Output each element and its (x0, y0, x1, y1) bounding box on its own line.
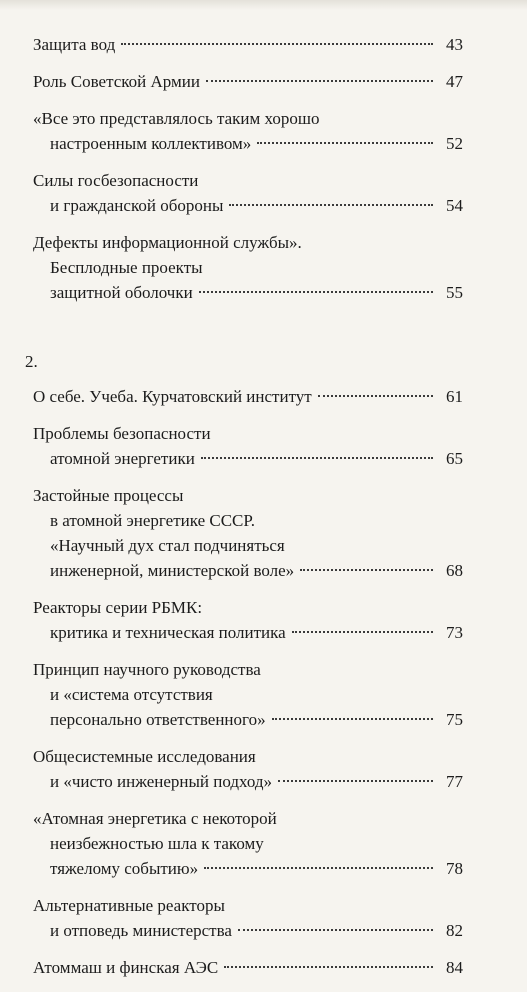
page-number: 61 (446, 387, 463, 406)
toc-entry-title-line: Реакторы серии РБМК: (33, 598, 203, 617)
dot-leader (201, 457, 433, 459)
toc-entry-title-line: Общесистемные исследования (33, 747, 256, 766)
toc-entry[interactable] (33, 806, 463, 881)
toc-entry[interactable] (33, 106, 463, 156)
toc-entry-final-line (33, 918, 463, 943)
toc-entry-title-line: «Научный дух стал подчиняться (50, 536, 285, 555)
dot-leader (206, 80, 433, 82)
toc-entry[interactable] (33, 230, 463, 305)
dot-leader (204, 867, 433, 869)
toc-entry-title-line: Альтернативные реакторы (33, 896, 225, 915)
page-number: 65 (446, 449, 463, 468)
toc-entry-final-line (33, 856, 463, 881)
toc-entry[interactable] (33, 595, 463, 645)
page-number: 54 (446, 196, 463, 215)
page-number: 43 (446, 35, 463, 54)
dot-leader (278, 780, 433, 782)
toc-entry[interactable] (33, 384, 463, 409)
toc-entry[interactable] (33, 893, 463, 943)
toc-entry-final-line (33, 620, 463, 645)
page-number: 68 (446, 561, 463, 580)
toc-entry[interactable] (33, 744, 463, 794)
page-number: 47 (446, 72, 463, 91)
toc-entry[interactable] (33, 168, 463, 218)
page-number: 52 (446, 134, 463, 153)
dot-leader (121, 43, 433, 45)
toc-entry-title-line: атомной энергетики (50, 449, 195, 468)
section-number: 2. (25, 352, 38, 371)
toc-entry-title-line: О себе. Учеба. Курчатовский институт (33, 387, 312, 406)
toc-entry-title-line: настроенным коллективом» (50, 134, 252, 153)
toc-entry-title-line: тяжелому событию» (50, 859, 199, 878)
toc-entry[interactable] (33, 955, 463, 980)
toc-entry-final-line (33, 131, 463, 156)
toc-entry-title-line: и гражданской обороны (50, 196, 224, 215)
toc-entry-final-line (33, 384, 463, 409)
toc-entry-title-line: Проблемы безопасности (33, 424, 211, 443)
toc-entry-final-line (33, 955, 463, 980)
dot-leader (292, 631, 433, 633)
page-number: 75 (446, 710, 463, 729)
dot-leader (238, 929, 433, 931)
toc-entry-title-line: Застойные процессы (33, 486, 184, 505)
toc-entry-final-line (33, 769, 463, 794)
toc-entry[interactable] (33, 32, 463, 57)
toc-entry-final-line (33, 69, 463, 94)
toc-entry[interactable] (33, 483, 463, 583)
toc-entry[interactable] (33, 69, 463, 94)
toc-entry-final-line (33, 707, 463, 732)
toc-entry-title-line: в атомной энергетике СССР. (50, 511, 255, 530)
toc-entry-title-line: и «чисто инженерный подход» (50, 772, 273, 791)
toc-entry-title-line: инженерной, министерской воле» (50, 561, 295, 580)
toc-entry[interactable] (33, 421, 463, 471)
page-number: 84 (446, 958, 463, 977)
page-number: 82 (446, 921, 463, 940)
toc-entry-title-line: защитной оболочки (50, 283, 193, 302)
page-number: 55 (446, 283, 463, 302)
table-of-contents (25, 32, 463, 992)
toc-entry-title-line: Силы госбезопасности (33, 171, 199, 190)
toc-entry-title-line: критика и техническая политика (50, 623, 286, 642)
toc-entry-title-line: и отповедь министерства (50, 921, 232, 940)
toc-entry-title-line: неизбежностью шла к такому (50, 834, 264, 853)
dot-leader (300, 569, 433, 571)
page-number: 77 (446, 772, 463, 791)
toc-part-2 (33, 384, 463, 980)
dot-leader (199, 291, 433, 293)
page-top-edge (0, 0, 527, 10)
dot-leader (272, 718, 433, 720)
toc-entry-title-line: «Все это представлялось таким хорошо (33, 109, 320, 128)
toc-entry-title-line: и «система отсутствия (50, 685, 213, 704)
page-number: 73 (446, 623, 463, 642)
toc-entry-title-line: Принцип научного руководства (33, 660, 261, 679)
toc-entry[interactable] (33, 657, 463, 732)
dot-leader (318, 395, 433, 397)
dot-leader (257, 142, 433, 144)
toc-entry-title-line: Роль Советской Армии (33, 72, 201, 91)
toc-entry-title-line: Защита вод (33, 35, 116, 54)
toc-entry-final-line (33, 446, 463, 471)
toc-entry-title-line: персонально ответственного» (50, 710, 266, 729)
toc-entry-title-line: Атоммаш и финская АЭС (33, 958, 219, 977)
dot-leader (229, 204, 433, 206)
toc-entry-final-line (33, 558, 463, 583)
toc-entry-title-line: «Атомная энергетика с некоторой (33, 809, 277, 828)
toc-entry-final-line (33, 193, 463, 218)
toc-entry-title-line: Дефекты информационной службы». (33, 233, 302, 252)
toc-entry-final-line (33, 280, 463, 305)
toc-entry-final-line (33, 32, 463, 57)
dot-leader (224, 966, 433, 968)
toc-entry-title-line: Бесплодные проекты (50, 258, 203, 277)
page-number: 78 (446, 859, 463, 878)
toc-part-1 (33, 32, 463, 305)
